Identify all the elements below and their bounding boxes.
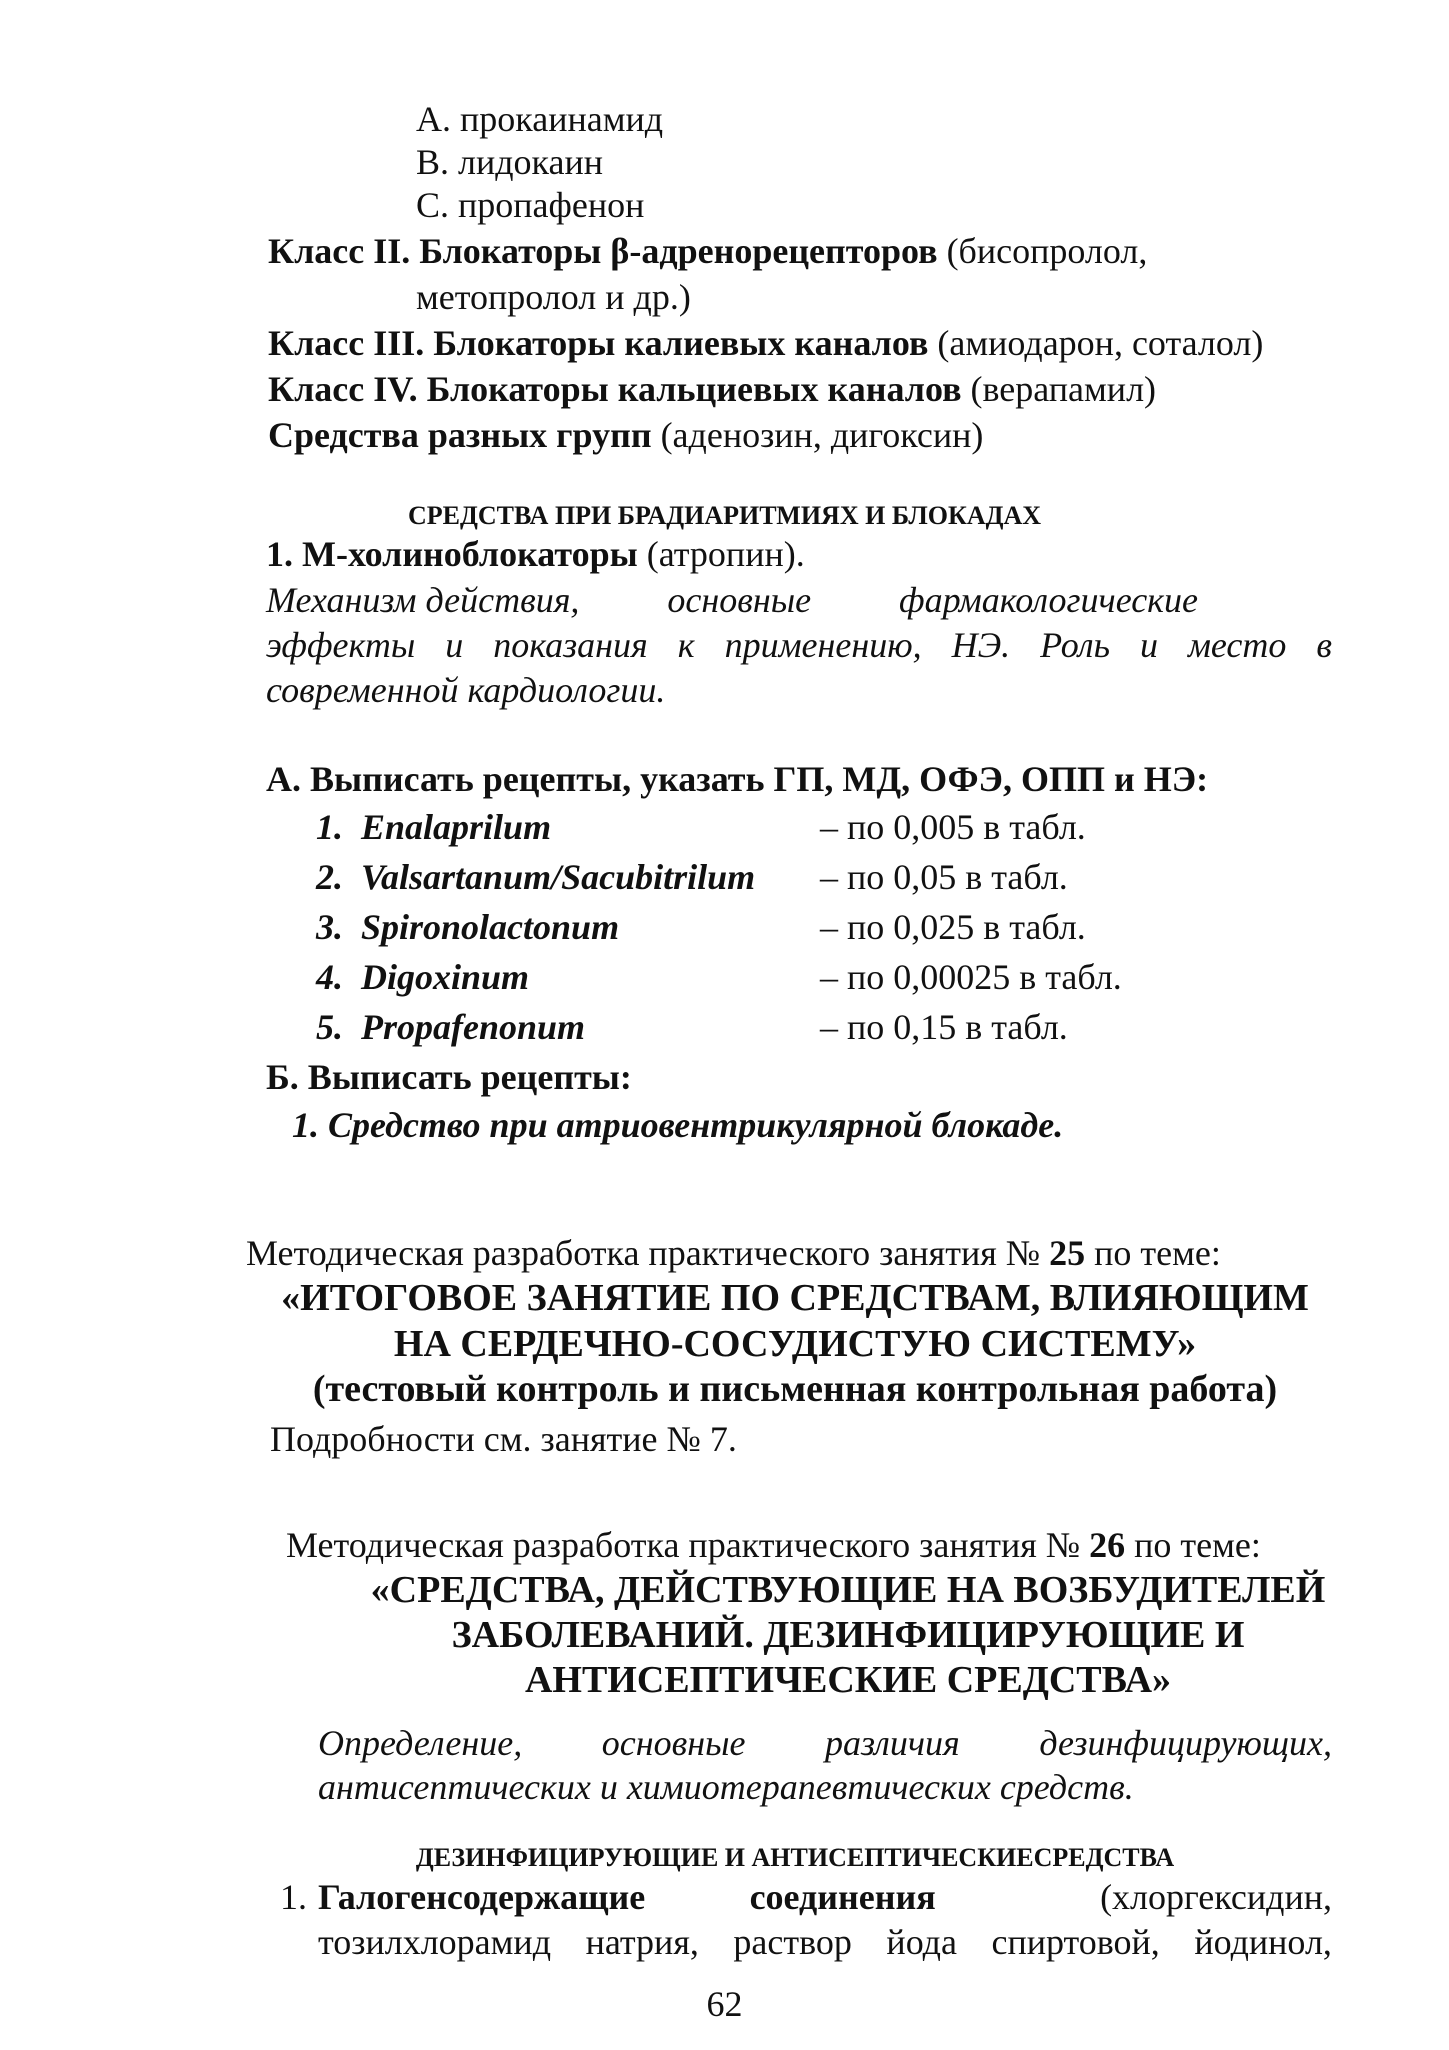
item-word: спиртовой, <box>991 1922 1160 1962</box>
rx-num: 3. <box>316 907 343 947</box>
brady-desc-line-1 <box>266 579 1268 621</box>
item-word: раствор <box>733 1922 852 1962</box>
lesson-25-title-line-3: (тестовый контроль и письменная контрольная работа) <box>312 1368 1278 1410</box>
class-2-continuation: метопролол и др.) <box>416 277 691 317</box>
class-2-line <box>268 230 1147 272</box>
rx-drug-name: Enalaprilum <box>361 807 552 847</box>
def-word: Определение, <box>318 1723 523 1763</box>
rx-num: 1. <box>316 807 343 847</box>
desc-word: Механизм действия, <box>266 580 580 620</box>
lesson-26-title-line-3: АНТИСЕПТИЧЕСКИЕ СРЕДСТВА» <box>524 1659 1172 1701</box>
rx-drug-name: Valsartanum/Sacubitrilum <box>361 857 756 897</box>
class-4-drugs: (верапамил) <box>961 369 1157 409</box>
brady-desc-line-2: эффекты и показания к применению, НЭ. Роль и место в <box>266 625 1332 665</box>
rx-dose-3: – по 0,025 в табл. <box>820 907 1086 947</box>
rx-heading-b: Б. Выписать рецепты: <box>266 1057 632 1097</box>
rx-dose-5: – по 0,15 в табл. <box>820 1007 1068 1047</box>
rx-dose-1: – по 0,005 в табл. <box>820 807 1086 847</box>
rx-drug-name: Digoxinum <box>361 957 530 997</box>
intro-text: по теме: <box>1125 1525 1261 1565</box>
class-3-drugs: (амиодарон, соталол) <box>928 323 1264 363</box>
intro-text: по теме: <box>1085 1233 1221 1273</box>
intro-text: Методическая разработка практического занятия № <box>286 1525 1090 1565</box>
item-word: Галогенсодержащие <box>318 1877 646 1917</box>
lesson-25-intro <box>246 1232 1221 1274</box>
rx-item-2 <box>316 856 755 898</box>
brady-desc-line-3: современной кардиологии. <box>266 670 666 710</box>
lesson-25-title-line-1: «ИТОГОВОЕ ЗАНЯТИЕ ПО СРЕДСТВАМ, ВЛИЯЮЩИМ <box>281 1277 1309 1319</box>
lesson-25-title-line-2: НА СЕРДЕЧНО-СОСУДИСТУЮ СИСТЕМУ» <box>393 1323 1197 1365</box>
rx-item-3 <box>316 906 619 948</box>
item-word: тозилхлорамид <box>318 1922 552 1962</box>
page-number: 62 <box>706 1984 743 2024</box>
desc-word: фармакологические <box>899 580 1198 620</box>
def-word: основные <box>601 1723 746 1763</box>
lesson-25-details: Подробности см. занятие № 7. <box>270 1419 737 1459</box>
lesson-26-title-line-2: ЗАБОЛЕВАНИЙ. ДЕЗИНФИЦИРУЮЩИЕ И <box>451 1614 1245 1656</box>
brady-section-heading: СРЕДСТВА ПРИ БРАДИАРИТМИЯХ И БЛОКАДАХ <box>407 501 1042 530</box>
brady-item-1-label: 1. М-холиноблокаторы <box>266 534 638 574</box>
class-3-line <box>268 322 1263 364</box>
desc-word: основные <box>667 580 812 620</box>
item-word: йода <box>886 1922 957 1962</box>
misc-group-drugs: (аденозин, дигоксин) <box>651 415 984 455</box>
rx-item-5 <box>316 1006 585 1048</box>
rx-item-1 <box>316 806 551 848</box>
disinfectants-item-1-line-2 <box>318 1921 1332 1963</box>
def-word: различия <box>825 1723 960 1763</box>
item-word: йодинол, <box>1194 1922 1332 1962</box>
item-word: соединения <box>749 1877 936 1917</box>
rx-heading-a: А. Выписать рецепты, указать ГП, МД, ОФЭ, ОПП и НЭ: <box>266 759 1209 799</box>
misc-group-line <box>268 414 983 456</box>
sub-item-a: A. прокаинамид <box>416 99 664 139</box>
rx-dose-2: – по 0,05 в табл. <box>820 857 1068 897</box>
lesson-26-definition-line-2: антисептических и химиотерапевтических средств. <box>318 1767 1134 1807</box>
rx-num: 4. <box>316 957 343 997</box>
lesson-26-title-line-1: «СРЕДСТВА, ДЕЙСТВУЮЩИЕ НА ВОЗБУДИТЕЛЕЙ <box>370 1569 1326 1611</box>
class-4-label: Класс IV. Блокаторы кальциевых каналов <box>268 369 962 409</box>
rx-drug-name: Propafenonum <box>361 1007 586 1047</box>
item-word: натрия, <box>585 1922 699 1962</box>
rx-dose-4: – по 0,00025 в табл. <box>820 957 1122 997</box>
class-2-label: Класс II. Блокаторы β-адренорецепторов <box>268 231 938 271</box>
disinfectants-item-1-line-1 <box>318 1876 1332 1918</box>
disinfectants-item-1-num: 1. <box>280 1877 307 1917</box>
class-3-label: Класс III. Блокаторы калиевых каналов <box>268 323 929 363</box>
disinfectants-section-heading: ДЕЗИНФИЦИРУЮЩИЕ И АНТИСЕПТИЧЕСКИЕСРЕДСТВА <box>415 1843 1175 1872</box>
class-4-line <box>268 368 1156 410</box>
class-2-drugs: (бисопролол, <box>937 231 1148 271</box>
lesson-number: 25 <box>1049 1233 1086 1273</box>
intro-text: Методическая разработка практического занятия № <box>246 1233 1050 1273</box>
brady-item-1 <box>266 533 805 575</box>
rx-item-4 <box>316 956 529 998</box>
item-word: (хлоргексидин, <box>1100 1877 1332 1917</box>
rx-b-item-1: 1. Средство при атриовентрикулярной блокаде. <box>292 1105 1064 1145</box>
misc-group-label: Средства разных групп <box>268 415 652 455</box>
lesson-26-definition-line-1 <box>318 1722 1332 1764</box>
rx-num: 2. <box>316 857 343 897</box>
lesson-26-intro <box>286 1524 1261 1566</box>
sub-item-c: C. пропафенон <box>416 185 645 225</box>
sub-item-b: B. лидокаин <box>416 142 604 182</box>
lesson-number: 26 <box>1089 1525 1126 1565</box>
brady-item-1-drug: (атропин). <box>637 534 805 574</box>
def-word: дезинфицирующих, <box>1039 1723 1332 1763</box>
rx-drug-name: Spironolactonum <box>361 907 620 947</box>
rx-num: 5. <box>316 1007 343 1047</box>
